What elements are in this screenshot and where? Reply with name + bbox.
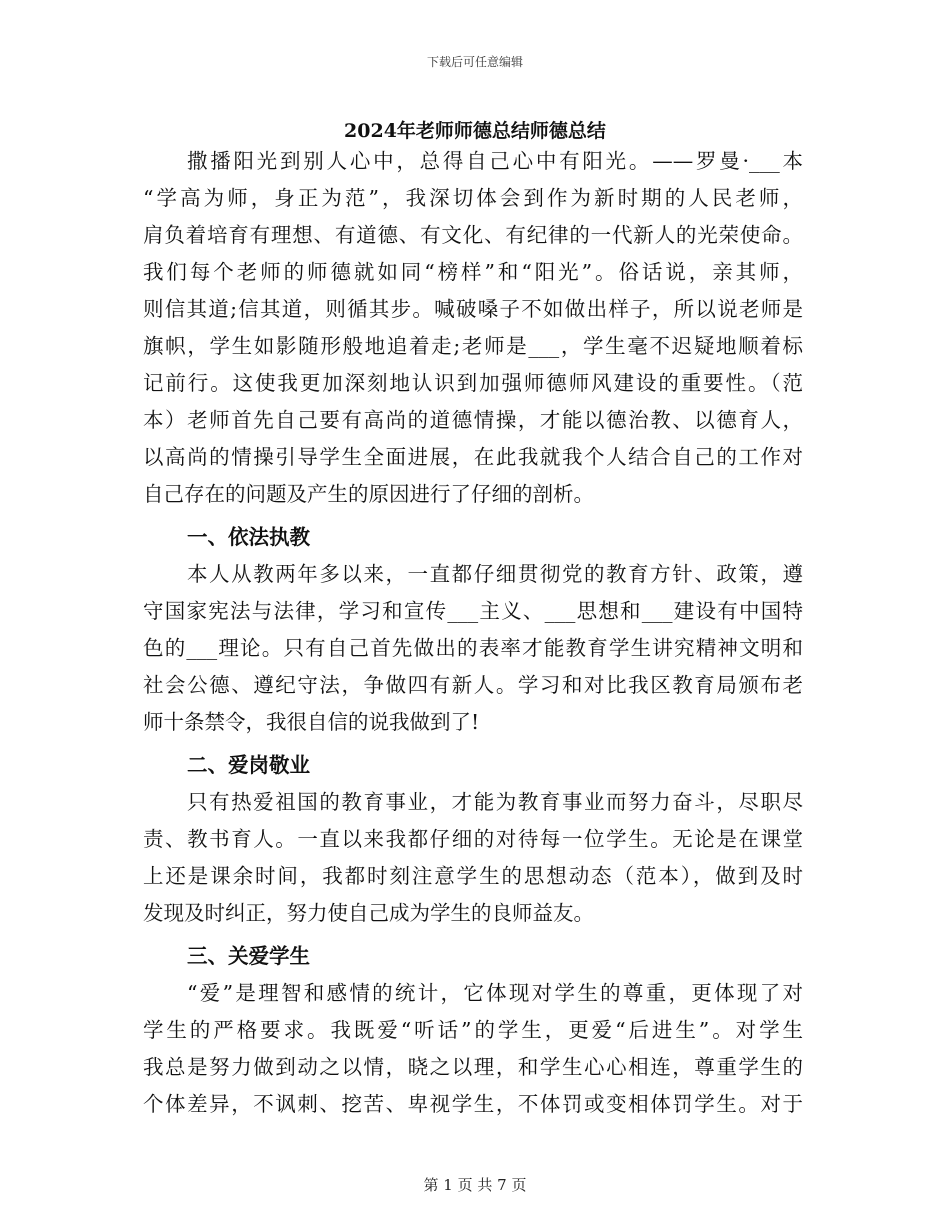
section-line: “爱”是理智和感情的统计，它体现对学生的尊重，更体现了对 [187, 981, 803, 1005]
section-line: 发现及时纠正，努力使自己成为学生的良师益友。 [143, 901, 594, 925]
section-line: 学生的严格要求。我既爱“听话”的学生，更爱“后进生”。对学生 [143, 1018, 803, 1042]
section-line: 我总是努力做到动之以情，晓之以理，和学生心心相连，尊重学生的 [143, 1055, 803, 1079]
section-line: 守国家宪法与法律，学习和宣传___主义、___思想和___建设有中国特 [143, 599, 803, 623]
intro-line: 记前行。这使我更加深刻地认识到加强师德师风建设的重要性。（范 [143, 371, 803, 395]
document-body [143, 143, 803, 1123]
section-dedication [143, 747, 803, 932]
section-line: 师十条禁令，我很自信的说我做到了! [143, 710, 480, 734]
intro-line: “学高为师，身正为范”，我深切体会到作为新时期的人民老师， [143, 186, 803, 210]
section-line: 本人从教两年多以来，一直都仔细贯彻党的教育方针、政策，遵 [187, 562, 803, 586]
intro-line: 则信其道;信其道，则循其步。喊破嗓子不如做出样子，所以说老师是 [143, 297, 803, 321]
section-heading: 二、爱岗敬业 [187, 753, 310, 777]
intro-line: 旗帜，学生如影随形般地追着走;老师是___，学生毫不迟疑地顺着标 [143, 334, 803, 358]
intro-line: 以高尚的情操引导学生全面进展，在此我就我个人结合自己的工作对 [143, 445, 803, 469]
section-line: 责、教书育人。一直以来我都仔细的对待每一位学生。无论是在课堂 [143, 827, 803, 851]
intro-paragraph [143, 143, 803, 513]
section-line: 社会公德、遵纪守法，争做四有新人。学习和对比我区教育局颁布老 [143, 673, 803, 697]
section-care [143, 938, 803, 1123]
section-line: 上还是课余时间，我都时刻注意学生的思想动态（范本），做到及时 [143, 864, 803, 888]
page-header-note: 下载后可任意编辑 [426, 55, 523, 69]
section-line: 只有热爱祖国的教育事业，才能为教育事业而努力奋斗，尽职尽 [187, 790, 803, 814]
page-number: 第 1 页 共 7 页 [423, 1176, 527, 1194]
section-heading: 一、依法执教 [187, 525, 310, 549]
intro-line: 自己存在的问题及产生的原因进行了仔细的剖析。 [143, 482, 594, 506]
section-line: 色的___理论。只有自己首先做出的表率才能教育学生讲究精神文明和 [143, 636, 803, 660]
intro-line: 我们每个老师的师德就如同“榜样”和“阳光”。俗话说，亲其师， [143, 260, 803, 284]
section-line: 个体差异，不讽刺、挖苦、卑视学生，不体罚或变相体罚学生。对于 [143, 1092, 803, 1116]
section-law [143, 519, 803, 741]
section-heading: 三、关爱学生 [187, 944, 310, 968]
intro-line: 肩负着培育有理想、有道德、有文化、有纪律的一代新人的光荣使命。 [143, 223, 803, 247]
intro-line: 本）老师首先自己要有高尚的道德情操，才能以德治教、以德育人， [143, 408, 803, 432]
document-title: 2024年老师师德总结师德总结 [344, 120, 606, 142]
intro-line: 撒播阳光到别人心中，总得自己心中有阳光。——罗曼·___本 [187, 149, 803, 173]
